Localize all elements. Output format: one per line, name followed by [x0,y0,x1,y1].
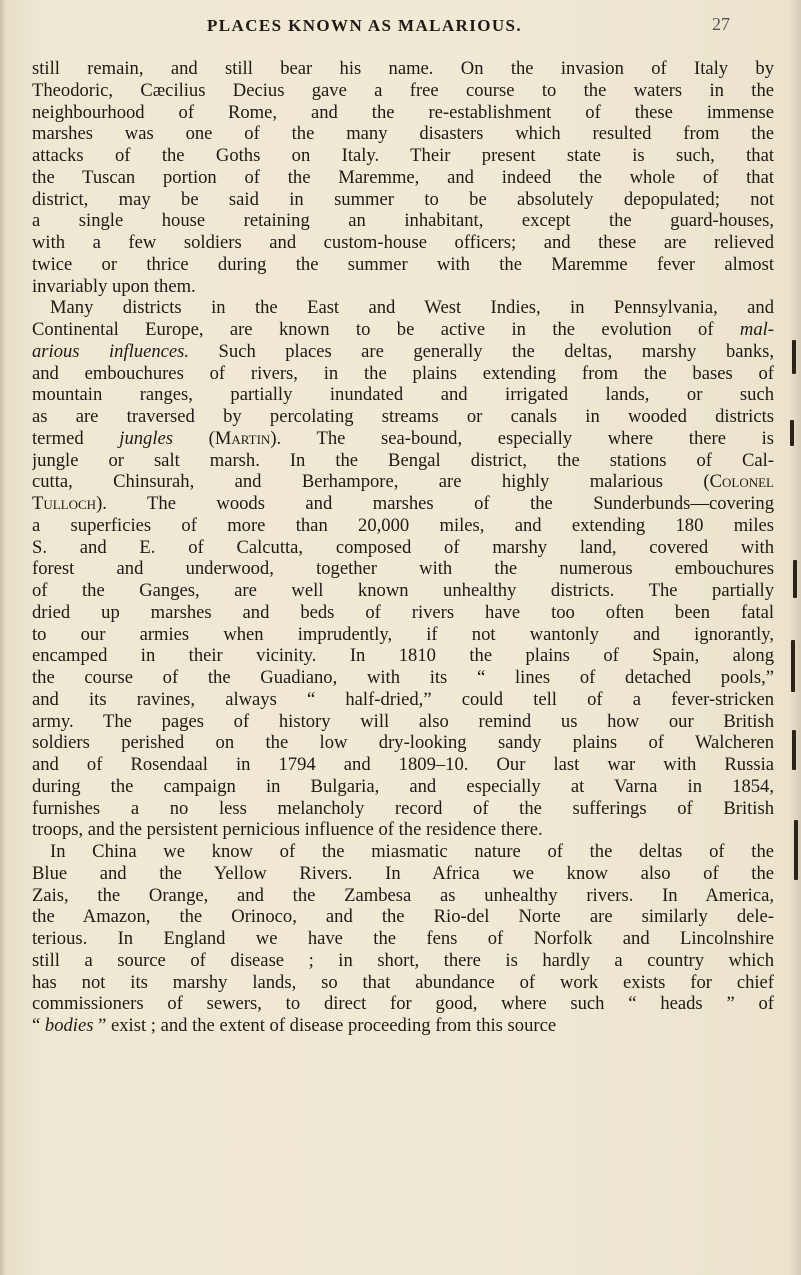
text-line: with a few soldiers and custom-house officers; and these are relieved [32,232,774,253]
text-line: during the campaign in Bulgaria, and especially at Varna in 1854, [32,775,774,797]
text-line: Blue and the Yellow Rivers. In Africa we know also of the [32,862,774,884]
text-line-compound [32,471,774,493]
text-line: district, may be said in summer to be absolutely depopulated; not [32,188,774,210]
text-line: the Amazon, the Orinoco, and the Rio-del Norte are similarly dele- [32,906,774,928]
running-head: PLACES KNOWN AS MALARIOUS. [207,16,523,35]
text-line: attacks of the Goths on Italy. Their present state is such, that [32,145,774,166]
text-line: dried up marshes and beds of rivers have too often been fatal [32,601,774,623]
page-header [0,16,801,46]
body-text [32,58,774,1037]
text-line: Zais, the Orange, and the Zambesa as unhealthy rivers. In America, [32,884,774,906]
text-line: marshes was one of the many disasters which resulted from the [32,123,774,145]
text-segment: ( [173,427,215,449]
binding-mark [793,560,797,598]
binding-mark [790,420,794,446]
author-citation: Colonel [709,471,774,493]
page-number: 27 [712,14,730,34]
text-line: neighbourhood of Rome, and the re-establishment of these immense [32,101,774,123]
text-segment: termed [32,427,120,449]
author-citation: Tulloch [32,493,97,514]
binding-mark [792,340,796,374]
text-segment: ). The woods and marshes of the Sunderbunds—covering [96,493,774,514]
text-line-compound [32,341,774,363]
text-line: a single house retaining an inhabitant, except the guard-houses, [32,210,774,232]
text-line: still a source of disease ; in short, there is hardly a country which [32,949,774,971]
text-segment-italic: jungles [119,427,173,449]
text-line-compound [32,493,774,515]
text-line: still remain, and still bear his name. On the invasion of Italy by [32,58,774,79]
text-segment-italic: arious influences. [32,340,190,362]
text-line: encamped in their vicinity. In 1810 the plains of Spain, along [32,645,774,667]
text-line: to our armies when imprudently, if not wantonly and ignorantly, [32,623,774,645]
binding-mark [794,820,798,880]
text-line: Many districts in the East and West Indies, in Pennsylvania, and [50,297,774,319]
binding-mark [792,730,796,770]
text-line: army. The pages of history will also remind us how our British [32,710,774,732]
text-line: and of Rosendaal in 1794 and 1809–10. Our last war with Russia [32,754,774,775]
text-line: the course of the Guadiano, with its “ lines of detached pools,” [32,667,774,688]
text-line: Theodoric, Cæcilius Decius gave a free course to the waters in the [32,79,774,101]
text-segment: ). The sea-bound, especially where there is [270,427,774,449]
text-line: mountain ranges, partially inundated and irrigated lands, or such [32,384,774,406]
text-line: of the Ganges, are well known unhealthy districts. The partially [32,580,774,601]
binding-mark [791,640,795,692]
text-line-compound [32,319,774,341]
text-line: S. and E. of Calcutta, composed of marshy land, covered with [32,536,774,558]
text-segment-italic: mal- [739,319,774,340]
text-line: soldiers perished on the low dry-looking sandy plains of Walcheren [32,732,774,754]
text-line: troops, and the persistent pernicious influence of the residence there. [32,819,543,841]
text-line: as are traversed by percolating streams or canals in wooded districts [32,406,774,427]
text-segment-italic: bodies [44,1015,94,1036]
text-line: and embouchures of rivers, in the plains extending from the bases of [32,362,774,384]
text-line: In China we know of the miasmatic nature of the deltas of the [50,841,774,862]
text-segment: ” exist ; and the extent of disease proceeding from this source [93,1015,557,1036]
text-line-compound [32,428,774,450]
text-segment: cutta, Chinsurah, and Berhampore, are highly malarious ( [32,471,710,493]
text-line-compound [32,1015,774,1037]
text-line: commissioners of sewers, to direct for good, where such “ heads ” of [32,993,774,1015]
page-shadow-right [789,0,801,1275]
text-line: jungle or salt marsh. In the Bengal district, the stations of Cal- [32,449,774,471]
text-line: and its ravines, always “ half-dried,” could tell of a fever-stricken [32,688,774,710]
text-line: furnishes a no less melancholy record of the sufferings of British [32,797,774,819]
page-shadow-left [0,0,6,1275]
text-line: twice or thrice during the summer with the Maremme fever almost [32,253,774,275]
text-line: a superficies of more than 20,000 miles, and extending 180 miles [32,514,774,536]
text-line: forest and underwood, together with the numerous embouchures [32,558,774,580]
text-line: terious. In England we have the fens of Norfolk and Lincolnshire [32,928,774,949]
text-segment: Such places are generally the deltas, marshy banks, [189,340,774,362]
text-segment: Continental Europe, are known to be active in the evolution of [32,319,740,340]
author-citation: Martin [214,427,271,449]
text-line: has not its marshy lands, so that abundance of work exists for chief [32,971,774,993]
text-segment: “ [32,1015,45,1036]
text-line: invariably upon them. [32,275,196,297]
text-line: the Tuscan portion of the Maremme, and indeed the whole of that [32,166,774,188]
